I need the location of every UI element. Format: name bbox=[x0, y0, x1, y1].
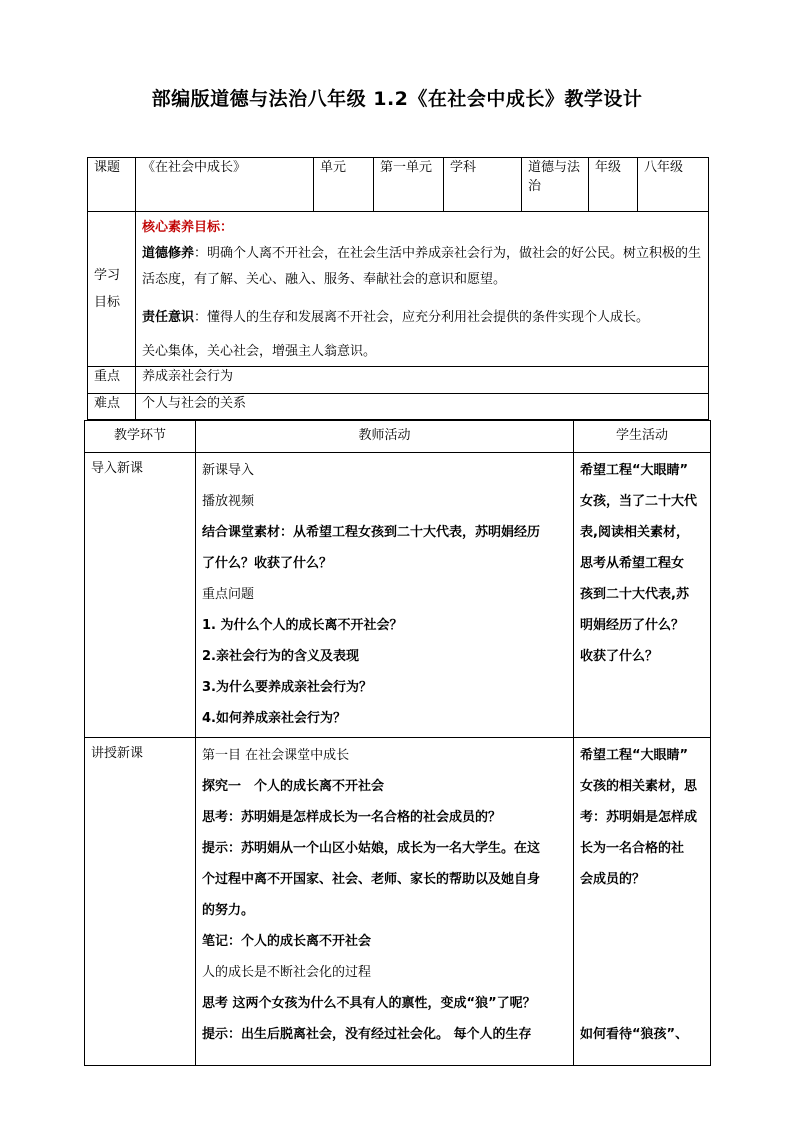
info-row-header bbox=[88, 158, 709, 212]
teacher-line: 播放视频 bbox=[202, 494, 255, 509]
teacher-line: 1. 为什么个人的成长离不开社会？ bbox=[202, 618, 403, 633]
teacher-line: 探究一 个人的成长离不开社会 bbox=[202, 779, 385, 794]
student-line: 女孩的相关素材，思 bbox=[580, 779, 698, 794]
student-line: 考：苏明娟是怎样成 bbox=[580, 810, 698, 825]
document-title: 部编版道德与法治八年级 1.2《在社会中成长》教学设计 bbox=[151, 88, 643, 110]
goals-responsibility bbox=[142, 305, 702, 331]
goals-row bbox=[88, 212, 709, 367]
teacher-intro bbox=[196, 453, 574, 738]
teacher-line: 了什么？收获了什么？ bbox=[202, 556, 333, 571]
unit-label: 单元 bbox=[314, 158, 374, 212]
teacher-line: 人的成长是不断社会化的过程 bbox=[202, 965, 372, 980]
student-line: 思考从希望工程女 bbox=[580, 556, 685, 571]
teacher-line: 思考：苏明娟是怎样成长为一名合格的社会成员的？ bbox=[202, 810, 502, 825]
teacher-line: 3.为什么要养成亲社会行为？ bbox=[202, 680, 372, 695]
teacher-line: 的努力。 bbox=[202, 903, 255, 918]
teacher-line: 结合课堂素材：从希望工程女孩到二十大代表，苏明娟经历 bbox=[202, 525, 541, 540]
key-row bbox=[88, 367, 709, 394]
stage-intro: 导入新课 bbox=[85, 453, 196, 738]
topic-value: 《在社会中成长》 bbox=[136, 158, 314, 212]
teacher-line: 4.如何养成亲社会行为？ bbox=[202, 711, 346, 726]
teacher-lecture bbox=[196, 738, 574, 1066]
subject-value: 道德与法治 bbox=[522, 158, 589, 212]
activity-table bbox=[84, 420, 711, 1066]
topic-label: 课题 bbox=[88, 158, 136, 212]
student-line: 孩到二十大代表,苏 bbox=[580, 587, 689, 602]
teacher-line: 重点问题 bbox=[202, 587, 255, 602]
moral-text: ：明确个人离不开社会，在社会生活中养成亲社会行为，做社会的好公民。树立积极的生活态度，有了解、关心、融入、服务、奉献社会的意识和愿望。 bbox=[142, 246, 702, 287]
goals-moral bbox=[142, 241, 702, 293]
stage-lecture: 讲授新课 bbox=[85, 738, 196, 1066]
goals-heading: 核心素养目标： bbox=[142, 220, 234, 235]
teacher-line: 第一目 在社会课堂中成长 bbox=[202, 748, 350, 763]
resp-text: ：懂得人的生存和发展离不开社会，应充分利用社会提供的条件实现个人成长。 bbox=[194, 310, 650, 325]
student-line: 长为一名合格的社 bbox=[580, 841, 685, 856]
student-line: 收获了什么？ bbox=[580, 649, 659, 664]
info-table bbox=[87, 157, 709, 420]
teacher-line: 思考 这两个女孩为什么不具有人的禀性，变成“狼”了呢？ bbox=[202, 996, 536, 1011]
header-student: 学生活动 bbox=[574, 421, 711, 453]
student-line: 明娟经历了什么？ bbox=[580, 618, 685, 633]
difficult-label: 难点 bbox=[88, 394, 136, 420]
activity-row-intro bbox=[85, 453, 711, 738]
header-teacher: 教师活动 bbox=[196, 421, 574, 453]
teacher-line: 笔记：个人的成长离不开社会 bbox=[202, 934, 372, 949]
key-value: 养成亲社会行为 bbox=[136, 367, 709, 394]
grade-label: 年级 bbox=[589, 158, 638, 212]
student-line: 表,阅读相关素材， bbox=[580, 525, 689, 540]
teacher-line: 提示：苏明娟从一个山区小姑娘，成长为一名大学生。在这 bbox=[202, 841, 541, 856]
student-line: 希望工程“大眼睛” bbox=[580, 463, 689, 478]
difficult-value: 个人与社会的关系 bbox=[136, 394, 709, 420]
goals-care: 关心集体，关心社会，增强主人翁意识。 bbox=[142, 344, 377, 359]
header-stage: 教学环节 bbox=[85, 421, 196, 453]
resp-label: 责任意识 bbox=[142, 310, 195, 325]
student-line: 希望工程“大眼睛” bbox=[580, 748, 689, 763]
student-lecture bbox=[574, 738, 711, 1066]
student-intro bbox=[574, 453, 711, 738]
student-line: 女孩，当了二十大代 bbox=[580, 494, 698, 509]
student-line: 如何看待“狼孩”、 bbox=[580, 1027, 689, 1042]
activity-row-lecture bbox=[85, 738, 711, 1066]
difficult-row bbox=[88, 394, 709, 420]
subject-label: 学科 bbox=[444, 158, 522, 212]
goals-label: 学习目标 bbox=[88, 212, 136, 367]
moral-label: 道德修养 bbox=[142, 246, 195, 261]
teacher-line: 提示：出生后脱离社会，没有经过社会化。 每个人的生存 bbox=[202, 1027, 532, 1042]
teacher-line: 个过程中离不开国家、社会、老师、家长的帮助以及她自身 bbox=[202, 872, 541, 887]
student-spacer bbox=[580, 895, 704, 1019]
key-label: 重点 bbox=[88, 367, 136, 394]
activity-header-row bbox=[85, 421, 711, 453]
grade-value: 八年级 bbox=[638, 158, 709, 212]
goals-content bbox=[136, 212, 709, 367]
unit-value: 第一单元 bbox=[374, 158, 444, 212]
teacher-line: 2.亲社会行为的含义及表现 bbox=[202, 649, 359, 664]
teacher-line: 新课导入 bbox=[202, 463, 255, 478]
student-line: 会成员的？ bbox=[580, 872, 646, 887]
